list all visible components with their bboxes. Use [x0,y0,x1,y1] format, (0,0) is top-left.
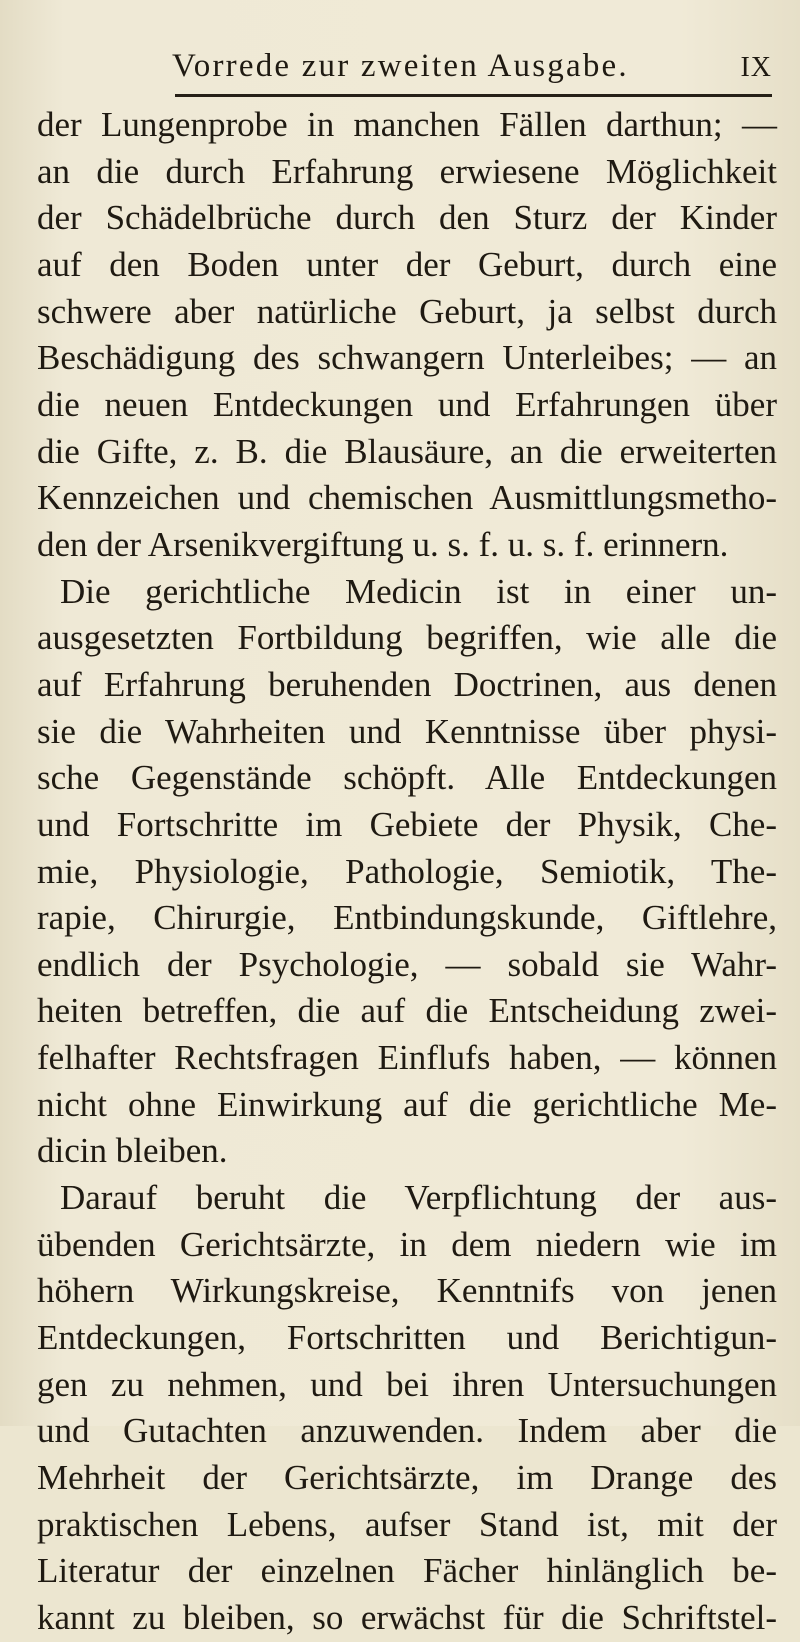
text-line: Literatur der einzelnen Fächer hinlänglich be- [37,1551,777,1591]
text-line: rapie, Chirurgie, Entbindungskunde, Giftlehre, [37,898,777,938]
text-line: den der Arsenikvergiftung u. s. f. u. s. f. erinnern. [37,524,729,564]
running-head: Vorrede zur zweiten Ausgabe. [172,48,629,84]
page-number: IX [740,52,772,83]
text-line: nicht ohne Einwirkung auf die gerichtliche Me- [37,1084,777,1124]
text-line: der Lungenprobe in manchen Fällen darthun; — [37,105,777,144]
text-line: Beschädigung des schwangern Unterleibes; — an [37,338,777,378]
text-line: die Gifte, z. B. die Blausäure, an die erweiterten [37,431,777,471]
text-line: auf den Boden unter der Geburt, durch eine [37,244,777,284]
body-text [37,102,777,1642]
text-line: an die durch Erfahrung erwiesene Möglichkeit [37,151,777,191]
text-line: endlich der Psychologie, — sobald sie Wahr- [37,944,777,984]
text-line: praktischen Lebens, aufser Stand ist, mit der [37,1504,777,1544]
text-line: gen zu nehmen, und bei ihren Untersuchungen [37,1364,777,1404]
paragraph-start-line: Die gerichtliche Medicin ist in einer un- [60,571,777,611]
text-line: sie die Wahrheiten und Kenntnisse über physi- [37,711,777,751]
text-line: Entdeckungen, Fortschritten und Berichtigun- [37,1318,777,1358]
text-line: der Schädelbrüche durch den Sturz der Kinder [37,198,777,238]
header-rule [175,94,772,97]
text-line: die neuen Entdeckungen und Erfahrungen über [37,384,777,424]
text-line: kannt zu bleiben, so erwächst für die Schriftstel- [37,1598,777,1637]
text-line: auf Erfahrung beruhenden Doctrinen, aus denen [37,664,777,704]
text-line: Mehrheit der Gerichtsärzte, im Drange des [37,1458,777,1498]
text-line: felhafter Rechtsfragen Einflufs haben, — können [37,1038,777,1078]
text-line: höhern Wirkungskreise, Kenntnifs von jenen [37,1271,777,1311]
text-line: mie, Physiologie, Pathologie, Semiotik, The- [37,851,777,891]
text-line: schwere aber natürliche Geburt, ja selbst durch [37,291,777,331]
page-header [0,48,800,98]
text-line: heiten betreffen, die auf die Entscheidung zwei- [37,991,777,1031]
text-line: übenden Gerichtsärzte, in dem niedern wie im [37,1224,777,1264]
paragraph-start-line: Darauf beruht die Verpflichtung der aus- [60,1178,777,1218]
text-line: ausgesetzten Fortbildung begriffen, wie alle die [37,618,777,658]
text-line: dicin bleiben. [37,1131,228,1171]
text-line: und Fortschritte im Gebiete der Physik, Che- [37,804,777,844]
text-line: und Gutachten anzuwenden. Indem aber die [37,1411,777,1451]
text-line: Kennzeichen und chemischen Ausmittlungsmetho- [37,478,777,518]
text-line: sche Gegenstände schöpft. Alle Entdeckungen [37,758,777,798]
